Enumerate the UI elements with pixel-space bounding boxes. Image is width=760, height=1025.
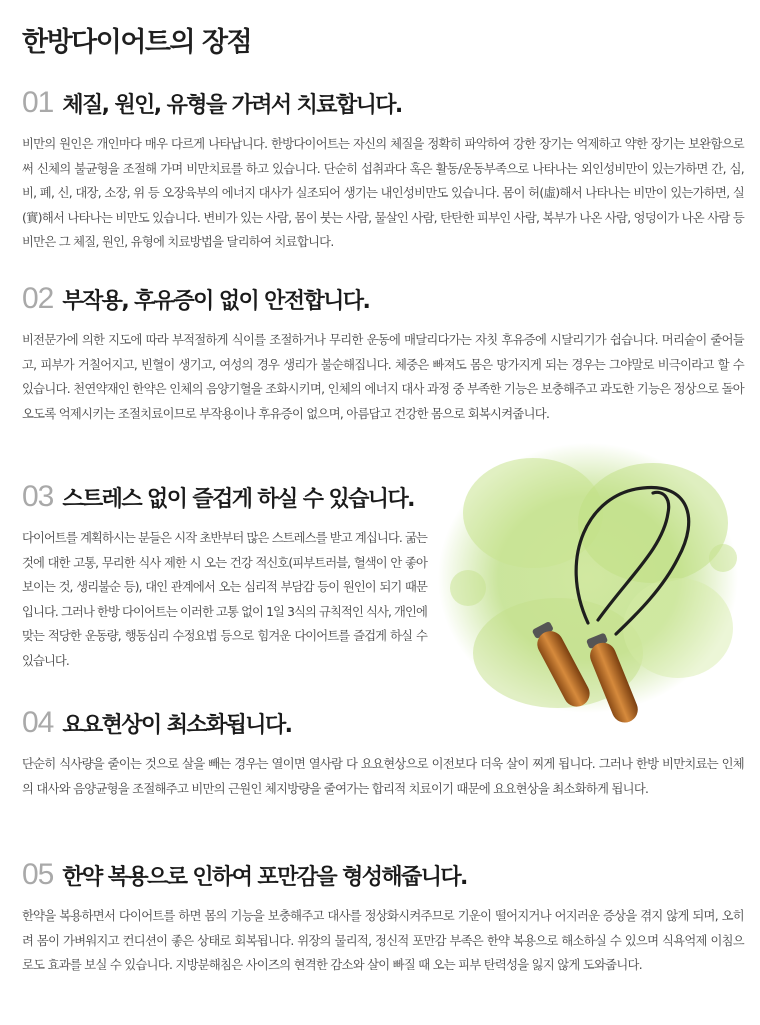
section-title: 요요현상이 최소화됩니다. [62,713,292,738]
section-title: 체질, 원인, 유형을 가려서 치료합니다. [62,93,402,118]
section-title: 스트레스 없이 즐겁게 하실 수 있습니다. [62,487,414,512]
section-02 [22,282,744,426]
section-body: 비전문가에 의한 지도에 따라 부적절하게 식이를 조절하거나 무리한 운동에 매달리다가는 자칫 후유증에 시달리기가 쉽습니다. 머리숱이 줄어들고, 피부가 거칠어지고, 빈혈이 생기고, 여성의 경우 생리가 불순해집니다. 체중은 빠져도 몸은 망가지게 되는 경우는 그야말로 비극이라고 할 수 있습니다. 천연약재인 한약은 인체의 음양기혈을 조화시키며, 인체의 에너지 대사 과정 중 부족한 기능은 보충해주고 과도한 기능은 정상으로 돌아오도록 억제시키는 조절치료이므로 부작용이나 후유증이 없으며, 아름답고 건강한 몸으로 회복시켜줍니다. [22,333,744,421]
section-body: 단순히 식사량을 줄이는 것으로 살을 빼는 경우는 열이면 열사람 다 요요현상으로 이전보다 더욱 살이 찌게 됩니다. 그러나 한방 비만치료는 인체의 대사와 음양균형을 조절해주고 비만의 근원인 체지방량을 줄여가는 합리적 치료이기 때문에 요요현상을 최소화하게 됩니다. [22,757,744,796]
section-04 [22,706,744,801]
section-heading [22,282,744,316]
section-title: 한약 복용으로 인하여 포만감을 형성해줍니다. [62,865,467,890]
section-title: 부작용, 후유증이 없이 안전합니다. [62,289,370,314]
section-number: 03 [22,480,54,513]
green-splash [438,443,738,713]
section-body: 비만의 원인은 개인마다 매우 다르게 나타납니다. 한방다이어트는 자신의 체질을 정확히 파악하여 강한 장기는 억제하고 약한 장기는 보완함으로써 신체의 불균형을 조절해 가며 비만치료를 하고 있습니다. 단순히 섭취과다 혹은 활동/운동부족으로 나타나는 외인성비만이 있는가하면 간, 심, 비, 폐, 신, 대장, 소장, 위 등 오장육부의 에너지 대사가 실조되어 생기는 내인성비만도 있습니다. 몸이 허(虛)해서 나타나는 비만이 있는가하면, 실(實)해서 나타나는 비만도 있습니다. 변비가 있는 사람, 몸이 붓는 사람, 물살인 사람, 탄탄한 피부인 사람, 복부가 나온 사람, 엉덩이가 나온 사람 등 비만은 그 체질, 원인, 유형에 치료방법을 달리하여 치료합니다. [22,137,744,249]
section-03 [22,480,427,673]
section-05 [22,858,744,978]
section-number: 04 [22,706,54,739]
section-body: 다이어트를 계획하시는 분들은 시작 초반부터 많은 스트레스를 받고 계십니다. 굶는 것에 대한 고통, 무리한 식사 제한 시 오는 건강 적신호(피부트러블, 혈색이 안 좋아 보이는 것, 생리불순 등), 대인 관계에서 오는 심리적 부담감 등이 원인이 되기 때문입니다. 그러나 한방 다이어트는 이러한 고통 없이 1일 3식의 규칙적인 식사, 개인에 맞는 적당한 운동량, 행동심리 수정요법 등으로 힘겨운 다이어트를 즐겁게 하실 수 있습니다. [22,531,427,668]
jump-rope-icon [438,438,748,728]
section-heading [22,86,744,120]
section-heading [22,706,744,740]
section-body: 한약을 복용하면서 다이어트를 하면 몸의 기능을 보충해주고 대사를 정상화시켜주므로 기운이 떨어지거나 어지러운 증상을 겪지 않게 되며, 오히려 몸이 가벼워지고 컨디션이 좋은 상태로 회복됩니다. 위장의 물리적, 정신적 포만감 부족은 한약 복용으로 해소하실 수 있으며 식욕억제 이침으로도 효과를 보실 수 있습니다. 지방분해침은 사이즈의 현격한 감소와 살이 빠질 때 오는 피부 탄력성을 잃지 않게 도와줍니다. [22,909,744,972]
section-01 [22,86,744,255]
section-heading [22,858,744,892]
section-number: 01 [22,86,54,119]
section-number: 02 [22,282,54,315]
section-heading [22,480,427,514]
page-title: 한방다이어트의 장점 [22,27,252,58]
section-number: 05 [22,858,54,891]
